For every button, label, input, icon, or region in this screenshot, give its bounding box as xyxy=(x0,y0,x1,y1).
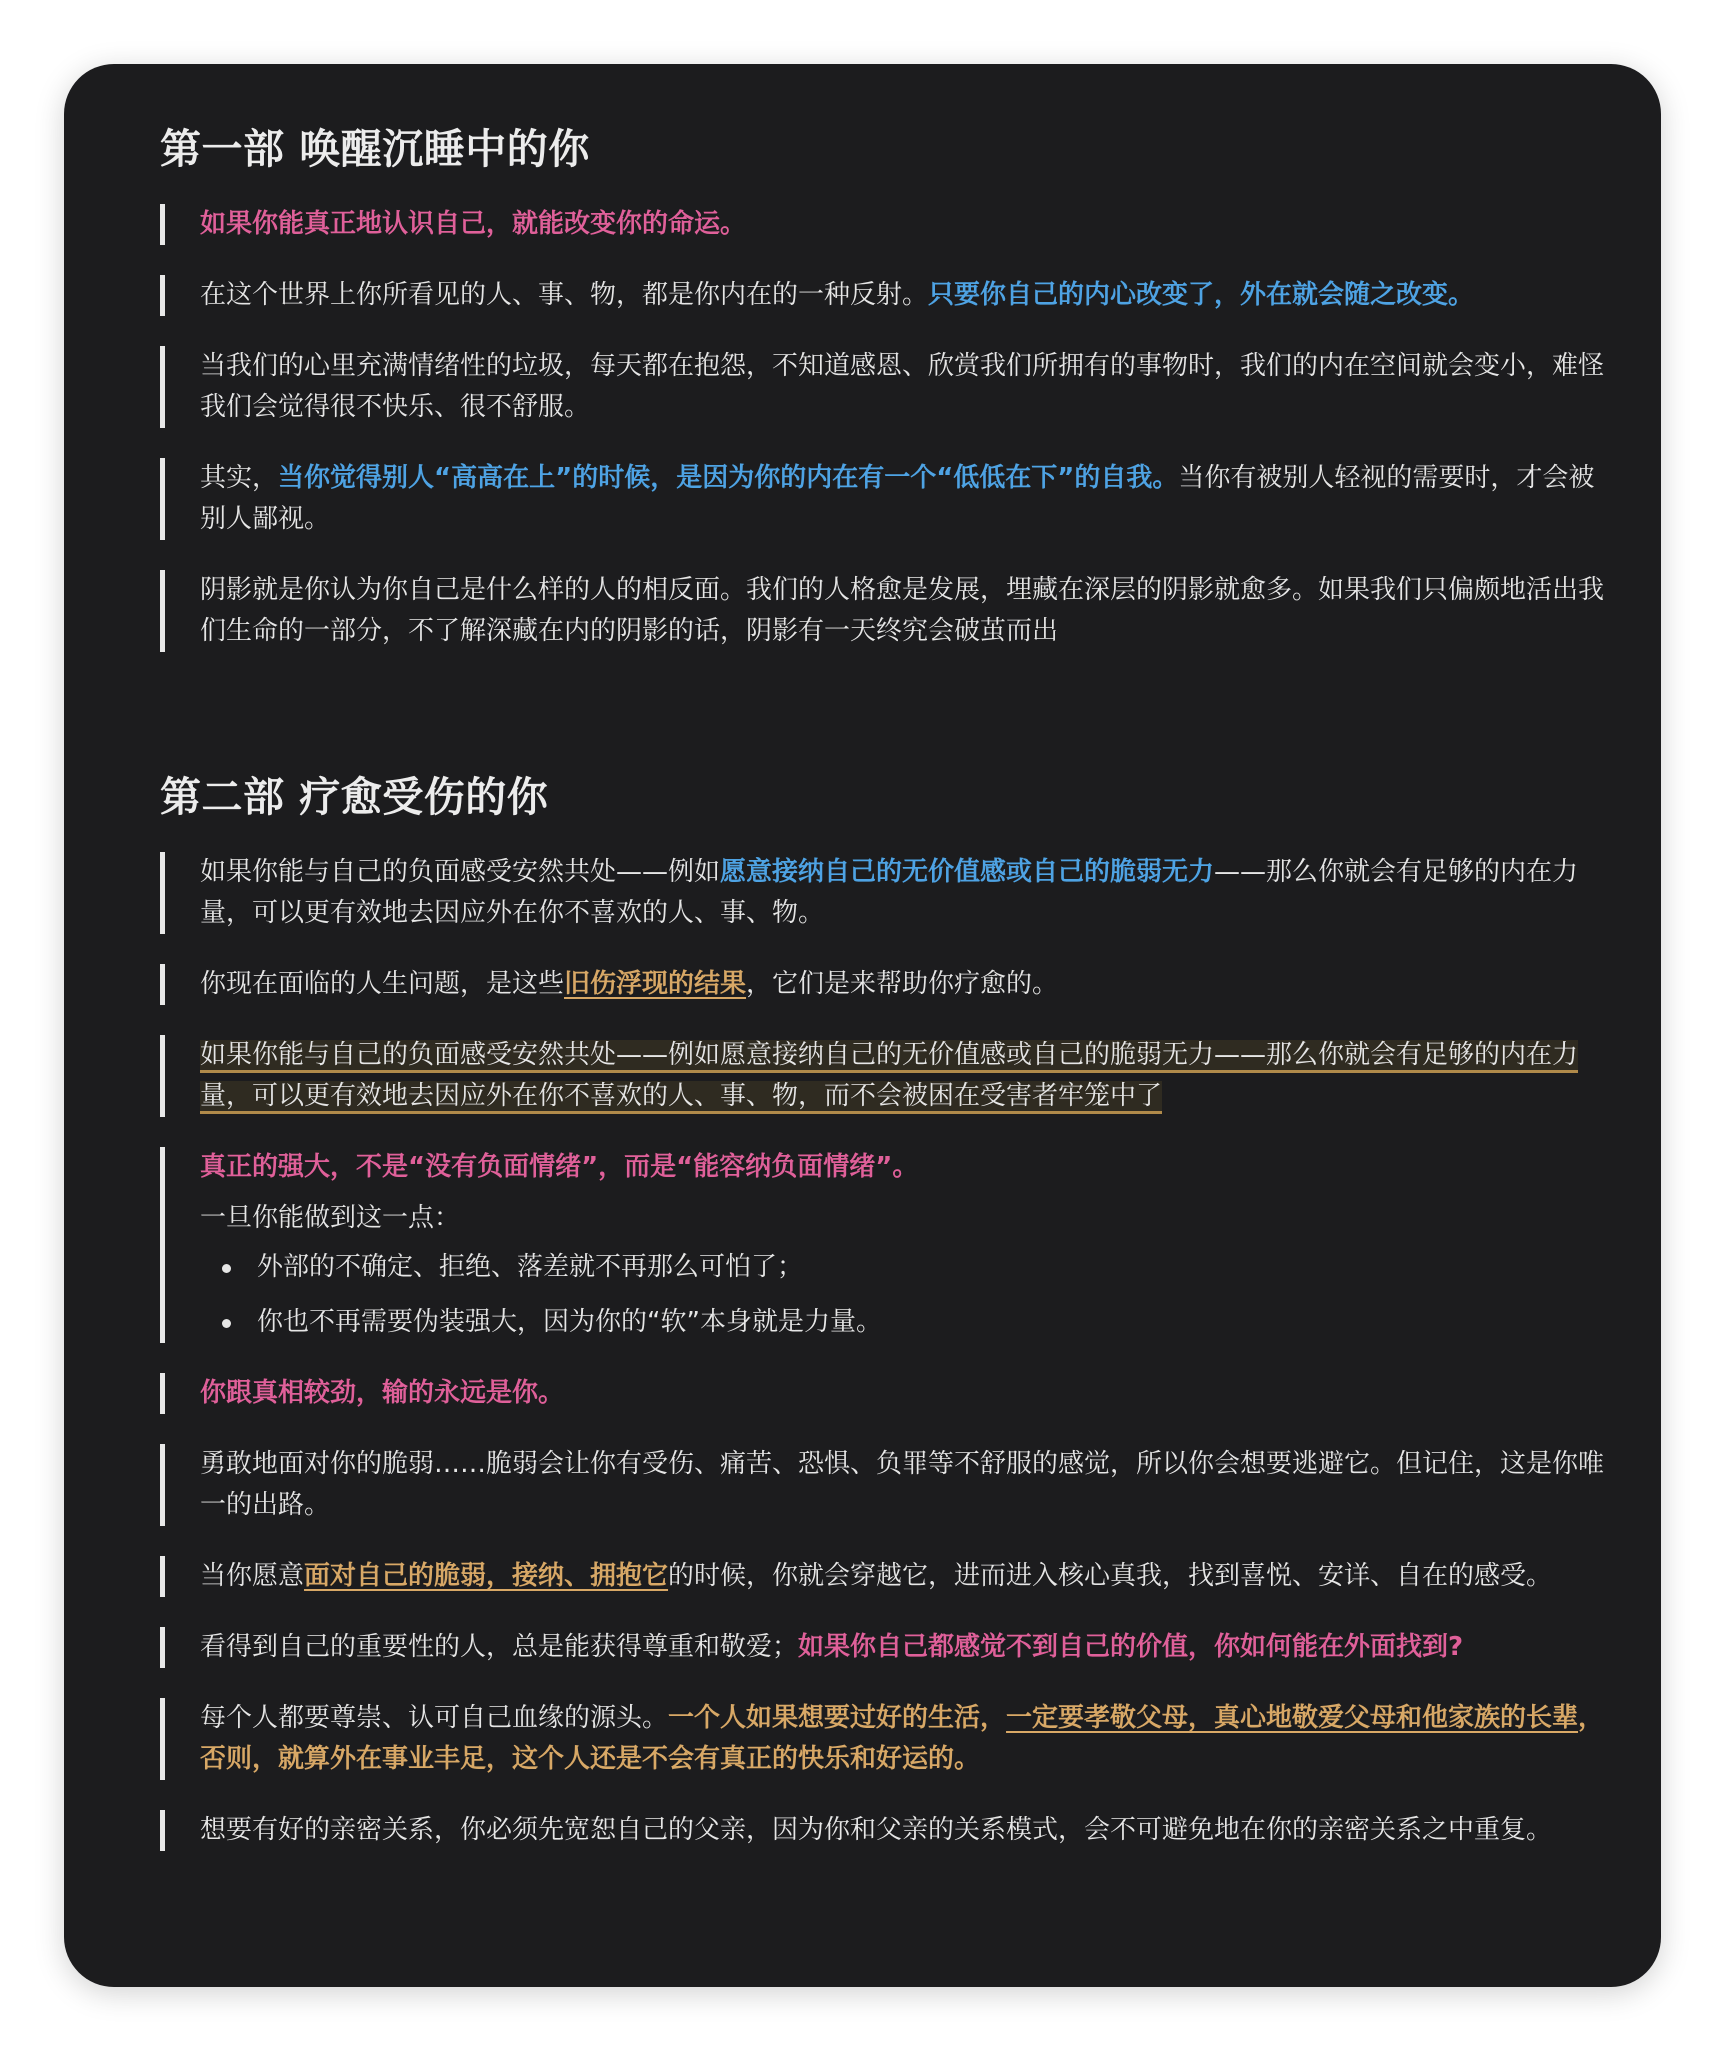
quote-text: 其实， xyxy=(200,463,279,493)
quote-text: 勇敢地面对你的脆弱……脆弱会让你有受伤、痛苦、恐惧、负罪等不舒服的感觉，所以你会想要逃避它。但记住，这是你唯一的出路。 xyxy=(200,1449,1605,1520)
quote-text: 你现在面临的人生问题，是这些 xyxy=(200,969,565,999)
quote-text: 当你有被别人轻视的需要时，才会被别人鄙视。 xyxy=(200,463,1595,534)
quote-block xyxy=(160,1556,1615,1597)
quote-highlight-text: 愿意接纳自己的无价值感或自己的脆弱无力 xyxy=(720,857,1215,887)
list-item: 你也不再需要伪装强大，因为你的“软”本身就是力量。 xyxy=(257,1302,1615,1343)
quote-text: 当我们的心里充满情绪性的垃圾，每天都在抱怨，不知道感恩、欣赏我们所拥有的事物时，我们的内在空间就会变小，难怪我们会觉得很不快乐、很不舒服。 xyxy=(200,351,1605,422)
quote-block xyxy=(160,204,1615,245)
quote-text: 看得到自己的重要性的人，总是能获得尊重和敬爱； xyxy=(200,1632,799,1662)
quote-text: 想要有好的亲密关系，你必须先宽恕自己的父亲，因为你和父亲的关系模式，会不可避免地在你的亲密关系之中重复。 xyxy=(200,1815,1553,1845)
quote-text: ，它们是来帮助你疗愈的。 xyxy=(746,969,1059,999)
section-title-part2: 第二部 疗愈受伤的你 xyxy=(160,773,549,821)
highlighted-passage: 如果你能与自己的负面感受安然共处——例如愿意接纳自己的无价值感或自己的脆弱无力——那么你就会有足够的内在力量，可以更有效地去因应外在你不喜欢的人、事、物，而不会被困在受害者牢笼中了 xyxy=(200,1040,1578,1114)
quote-highlight-text: ，否则，就算外在事业丰足，这个人还是不会有真正的快乐和好运的。 xyxy=(200,1703,1605,1774)
notes-card xyxy=(64,64,1661,1987)
quote-highlight-text: 如果你自己都感觉不到自己的价值，你如何能在外面找到? xyxy=(798,1632,1464,1662)
quote-block xyxy=(160,458,1615,540)
quote-text: 的时候，你就会穿越它，进而进入核心真我，找到喜悦、安详、自在的感受。 xyxy=(668,1561,1553,1591)
quote-text: 一旦你能做到这一点： xyxy=(200,1203,461,1233)
quote-text: 每个人都要尊崇、认可自己血缘的源头。 xyxy=(200,1703,669,1733)
quote-block xyxy=(160,1373,1615,1414)
quote-text: 阴影就是你认为你自己是什么样的人的相反面。我们的人格愈是发展，埋藏在深层的阴影就愈多。如果我们只偏颇地活出我们生命的一部分，不了解深藏在内的阴影的话，阴影有一天终究会破茧而出 xyxy=(200,575,1605,646)
quote-heading: 真正的强大，不是“没有负面情绪”，而是“能容纳负面情绪”。 xyxy=(200,1152,919,1182)
section-title-part1: 第一部 唤醒沉睡中的你 xyxy=(160,125,590,173)
quote-block xyxy=(160,275,1615,316)
quote-text: 在这个世界上你所看见的人、事、物，都是你内在的一种反射。 xyxy=(200,280,929,310)
quote-block xyxy=(160,1627,1615,1668)
quote-block xyxy=(160,570,1615,652)
quote-underlined-text: 面对自己的脆弱，接纳、拥抱它 xyxy=(304,1561,669,1591)
list-item: 外部的不确定、拒绝、落差就不再那么可怕了； xyxy=(257,1247,1615,1288)
bullet-list xyxy=(200,1247,1615,1343)
quote-highlight-text: 只要你自己的内心改变了，外在就会随之改变。 xyxy=(928,280,1475,310)
quote-text: 当你愿意 xyxy=(200,1561,305,1591)
quote-underlined-text: 一定要孝敬父母，真心地敬爱父母和他家族的长辈 xyxy=(1006,1703,1579,1733)
quote-highlight-text: 一个人如果想要过好的生活， xyxy=(668,1703,1007,1733)
quote-block xyxy=(160,852,1615,934)
quote-text: 你跟真相较劲，输的永远是你。 xyxy=(200,1378,565,1408)
quote-block xyxy=(160,1810,1615,1851)
quote-block xyxy=(160,346,1615,428)
quote-text: ——那么你就会有足够的内在力量，可以更有效地去因应外在你不喜欢的人、事、物。 xyxy=(200,857,1579,928)
quote-block xyxy=(160,1444,1615,1526)
quote-highlight-text: 当你觉得别人“高高在上”的时候，是因为你的内在有一个“低低在下”的自我。 xyxy=(278,463,1179,493)
quote-block xyxy=(160,964,1615,1005)
quote-block xyxy=(160,1147,1615,1343)
quote-block xyxy=(160,1035,1615,1117)
quote-text: 如果你能与自己的负面感受安然共处——例如 xyxy=(200,857,721,887)
quote-block xyxy=(160,1698,1615,1780)
quote-underlined-text: 旧伤浮现的结果 xyxy=(564,969,747,999)
quote-text: 如果你能真正地认识自己，就能改变你的命运。 xyxy=(200,209,747,239)
